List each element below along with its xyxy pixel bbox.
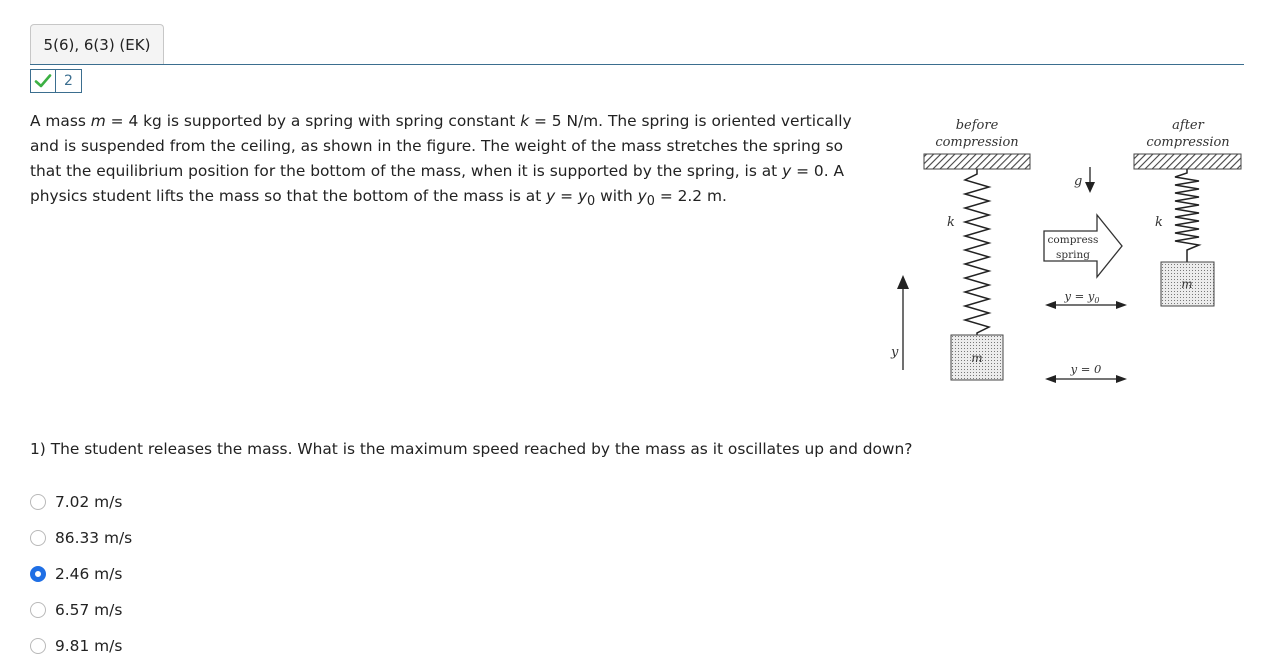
before-label-2: compression — [935, 135, 1019, 150]
after-label-2: compression — [1146, 135, 1230, 150]
option-label: 2.46 m/s — [55, 565, 123, 583]
spring-right — [1175, 169, 1199, 262]
radio-button[interactable] — [30, 530, 46, 546]
spring-mass-figure — [880, 108, 1250, 388]
option-7-02[interactable] — [30, 484, 132, 520]
radio-button[interactable] — [30, 638, 46, 654]
attempt-status — [30, 69, 82, 93]
y-y0-arrow-left — [1045, 301, 1056, 309]
radio-button[interactable] — [30, 566, 46, 582]
option-label: 9.81 m/s — [55, 637, 123, 655]
problem-statement: A mass m = 4 kg is supported by a spring with spring constant k = 5 N/m. The spring is oriented vertically and is suspended from the ceiling, as shown in the figure. The weight of the mass stretches the spring so that the equilibrium position for the bottom of the mass, when it is supported by the spring, is at y = 0. A physics student lifts the mass so that the bottom of the mass is at $y = y_0$ with $y_0 = 2.2$ m. — [30, 112, 852, 210]
spring-label: spring — [1056, 249, 1090, 261]
k-label-left: k — [947, 215, 955, 230]
tab-divider — [30, 64, 1244, 65]
option-label: 6.57 m/s — [55, 601, 123, 619]
question-1: 1) The student releases the mass. What is the maximum speed reached by the mass as it oscillates up and down? — [30, 440, 913, 458]
checkmark-icon — [30, 69, 56, 93]
option-2-46[interactable] — [30, 556, 132, 592]
radio-button[interactable] — [30, 494, 46, 510]
tab-5-6-6-3-ek[interactable]: 5(6), 6(3) (EK) — [30, 24, 164, 64]
option-label: 7.02 m/s — [55, 493, 123, 511]
compress-label: compress — [1047, 234, 1099, 246]
y-zero-arrow-left — [1045, 375, 1056, 383]
y-zero-label: y = 0 — [1070, 362, 1102, 376]
y-axis-arrowhead — [897, 275, 909, 289]
compress-arrow — [1044, 215, 1122, 277]
y-y0-label: $y = y_0$ — [1064, 289, 1100, 305]
after-label: after — [1172, 118, 1204, 133]
option-6-57[interactable] — [30, 592, 132, 628]
k-label-right: k — [1155, 215, 1163, 230]
option-label: 86.33 m/s — [55, 529, 133, 547]
radio-button[interactable] — [30, 602, 46, 618]
before-label: before — [955, 118, 999, 133]
y-zero-arrow-right — [1116, 375, 1127, 383]
answer-options — [30, 484, 132, 664]
g-arrowhead — [1085, 182, 1095, 193]
spring-left — [965, 169, 989, 335]
g-label: g — [1074, 174, 1083, 189]
m-label-right: m — [1181, 277, 1193, 291]
ceiling-left — [924, 154, 1030, 169]
y-axis-label: y — [891, 345, 899, 360]
option-86-33[interactable] — [30, 520, 132, 556]
option-9-81[interactable] — [30, 628, 132, 664]
ceiling-right — [1134, 154, 1241, 169]
m-label-left: m — [971, 351, 983, 365]
y-y0-arrow-right — [1116, 301, 1127, 309]
attempt-count: 2 — [56, 69, 82, 93]
